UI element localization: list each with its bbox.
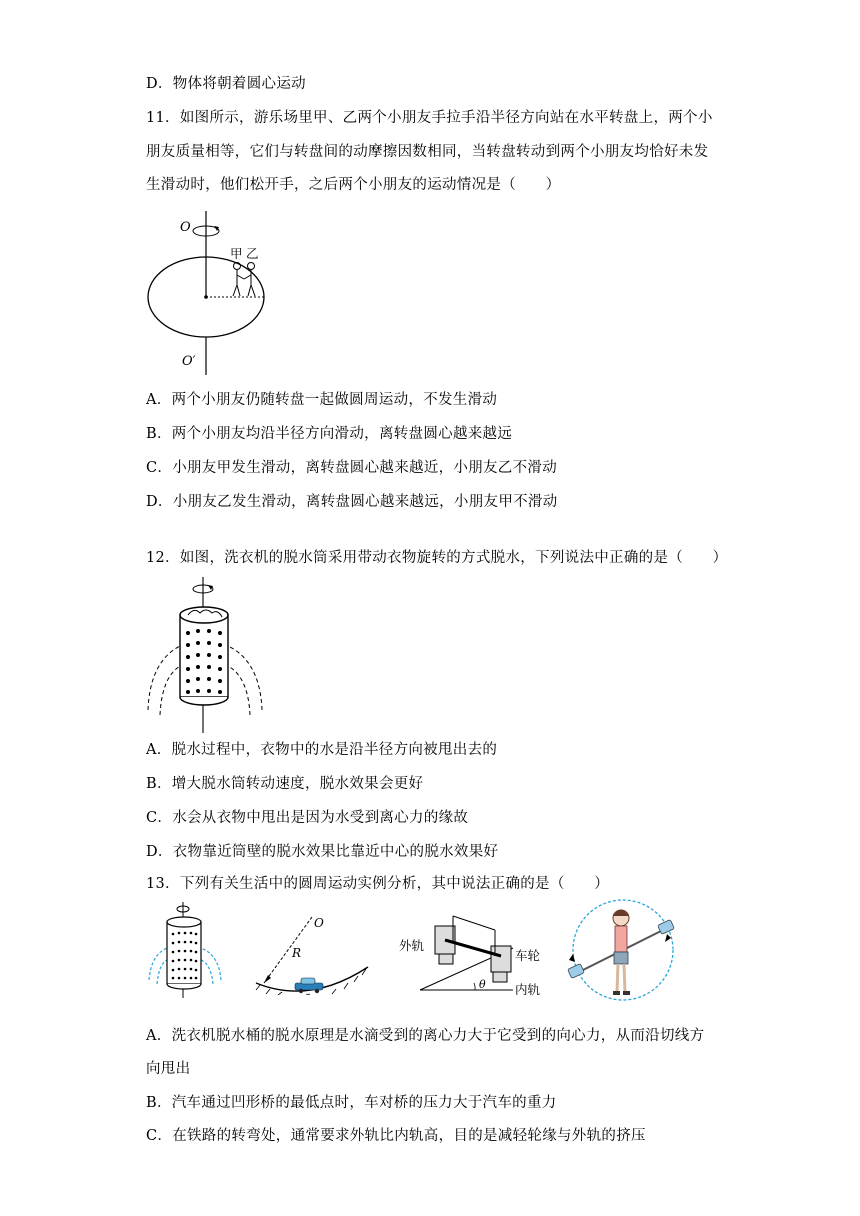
q11-option-d: D．小朋友乙发生滑动，离转盘圆心越来越远，小朋友甲不滑动 [146,494,558,510]
q13-option-a-line1: A．洗衣机脱水桶的脱水原理是水滴受到的离心力大于它受到的向心力，从而沿切线方 [146,1028,705,1044]
q13-option-b: B．汽车通过凹形桥的最低点时，车对桥的压力大于汽车的重力 [146,1095,557,1111]
q11-option-a: A．两个小朋友仍随转盘一起做圆周运动，不发生滑动 [146,392,498,408]
q10-option-d: D．物体将朝着圆心运动 [146,76,306,92]
q11-axis-bottom-label: O′ [182,354,196,369]
q12-option-a: A．脱水过程中，衣物中的水是沿半径方向被甩出去的 [146,742,498,758]
q13-wheel-label: 车轮 [515,948,541,963]
q12-spin-drum-figure [140,575,270,735]
q12-option-c: C．水会从衣物中甩出是因为水受到离心力的缘故 [146,810,469,826]
q13-swinging-person-figure [565,896,685,1006]
q12-option-d: D．衣物靠近筒壁的脱水效果比靠近中心的脱水效果好 [146,844,499,860]
q13-inner-rail-label: 内轨 [515,982,541,997]
q13-banked-rail-figure [395,902,555,997]
q12-stem: 12．如图，洗衣机的脱水筒采用带动衣物旋转的方式脱水，下列说法中正确的是（ ） [146,550,728,566]
q13-stem: 13．下列有关生活中的圆周运动实例分析，其中说法正确的是（ ） [146,876,610,892]
q11-kid-b-label: 乙 [246,246,259,261]
q13-bridge-center-label: O [314,916,324,930]
q13-angle-label: θ [479,978,486,991]
q13-option-c: C．在铁路的转弯处，通常要求外轨比内轨高，目的是减轻轮缘与外轨的挤压 [146,1128,646,1144]
q11-option-b: B．两个小朋友均沿半径方向滑动，离转盘圆心越来越远 [146,426,513,442]
q11-stem-line3: 生滑动时，他们松开手，之后两个小朋友的运动情况是（ ） [146,177,561,193]
q13-option-a-line2: 向甩出 [146,1061,191,1077]
q11-option-c: C．小朋友甲发生滑动，离转盘圆心越来越近，小朋友乙不滑动 [146,460,557,476]
q13-concave-bridge-figure [250,905,375,995]
q13-washer-drum-figure [145,900,235,1000]
q11-stem-line1: 11．如图所示，游乐场里甲、乙两个小朋友手拉手沿半径方向站在水平转盘上，两个小 [146,110,713,126]
q11-kid-a-label: 甲 [230,246,243,261]
q11-stem-line2: 朋友质量相等，它们与转盘间的动摩擦因数相同，当转盘转动到两个小朋友均恰好未发 [146,144,709,160]
q12-option-b: B．增大脱水筒转动速度，脱水效果会更好 [146,776,424,792]
q13-outer-rail-label: 外轨 [399,938,425,953]
q11-turntable-figure [140,205,280,380]
q11-axis-top-label: O [180,220,191,235]
q13-bridge-radius-label: R [292,946,302,960]
